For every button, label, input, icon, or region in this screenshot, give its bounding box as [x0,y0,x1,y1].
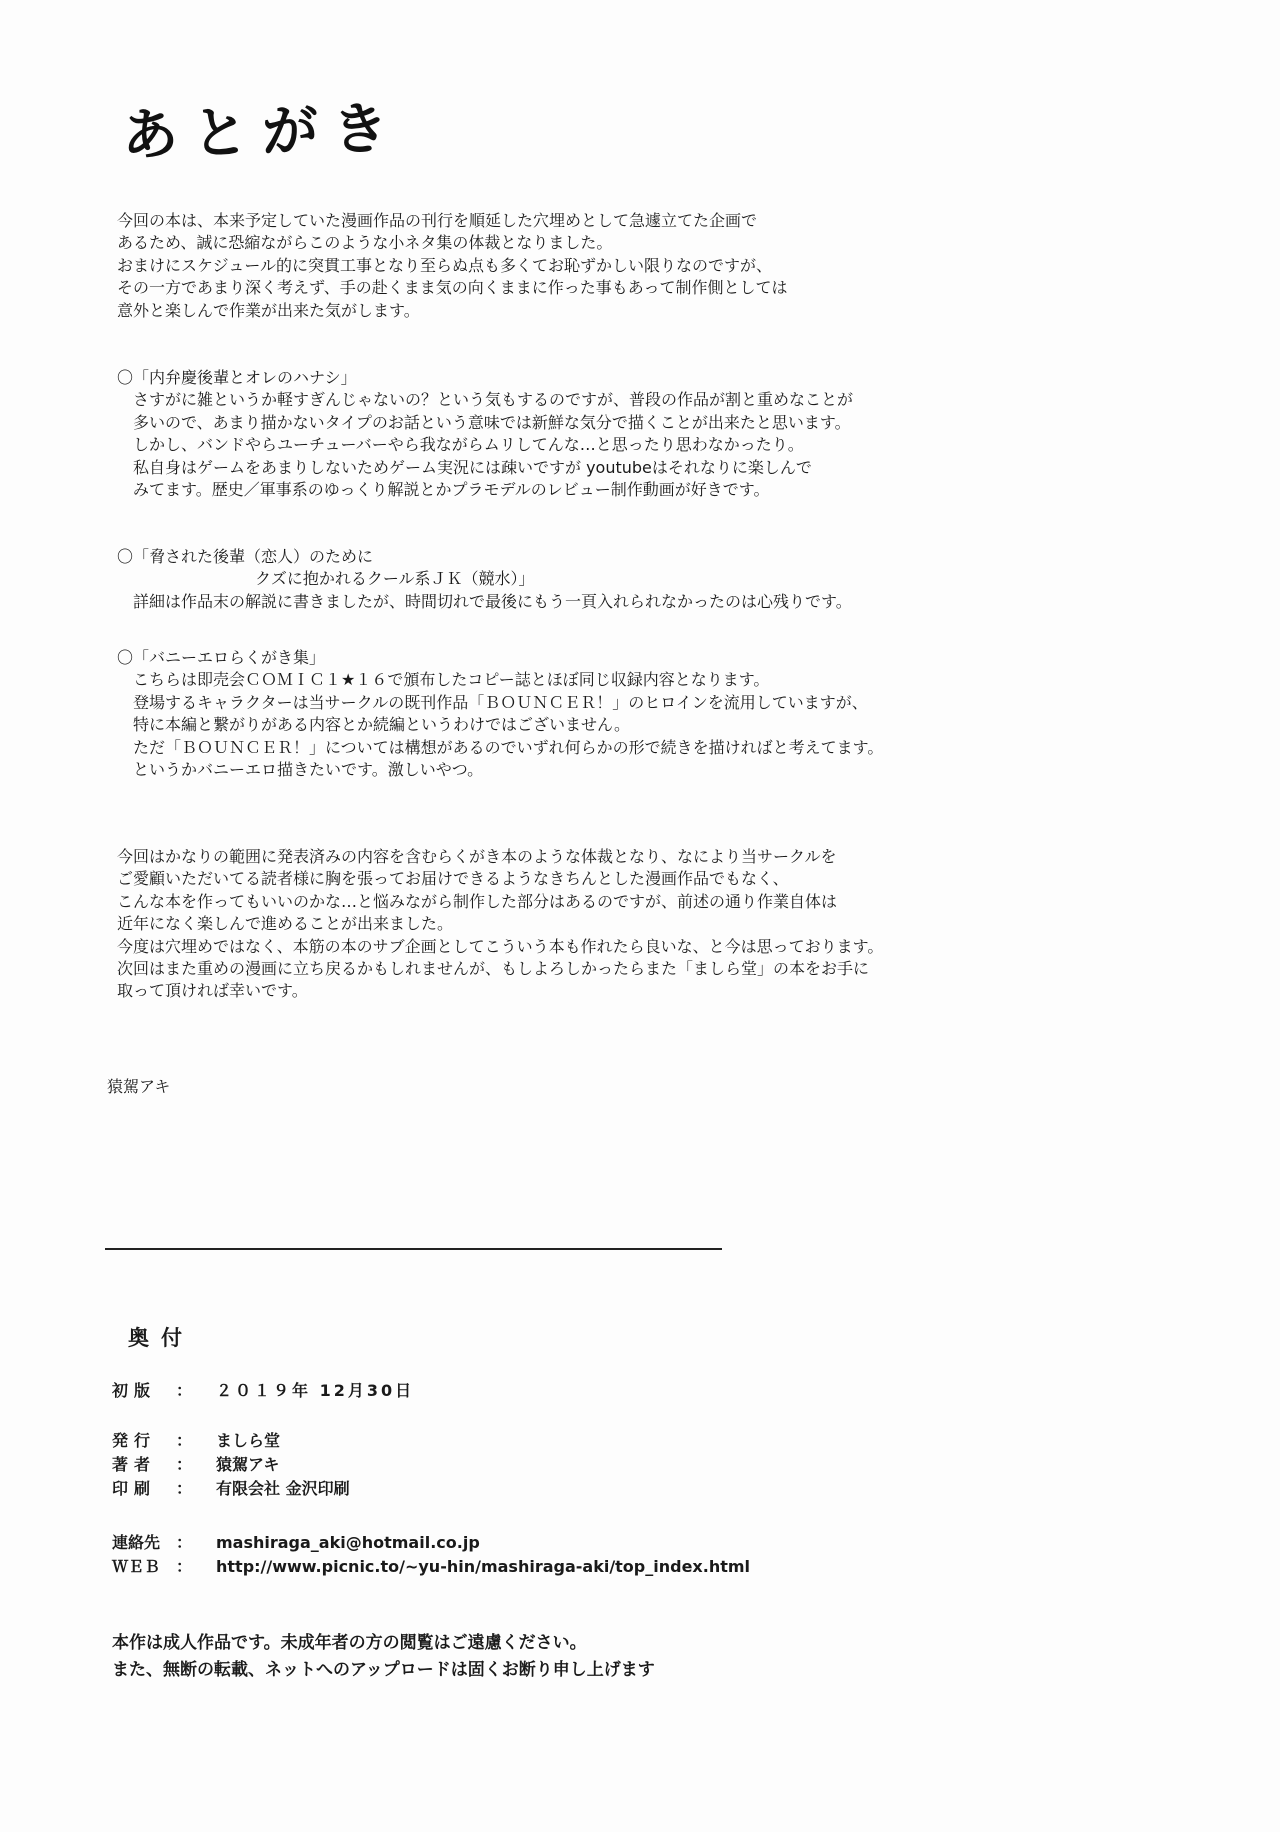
colophon-separator: ： [176,1431,193,1450]
afterword-title: あとがき [121,95,403,169]
colophon-value: ２０１９年 12月30日 [216,1381,415,1400]
closing-line: こんな本を作ってもいいのかな…と悩みながら制作した部分はあるのですが、前述の通り作業自体は [117,891,838,911]
intro-paragraph [117,210,788,322]
contact-email: mashiraga_aki@hotmail.co.jp [216,1533,480,1552]
section-heading: 〇「脅された後輩（恋人）のために [117,547,374,566]
colophon-first-edition [112,1378,414,1402]
colophon-title: 奥付 [128,1326,194,1350]
notice-line: 本作は成人作品です。未成年者の方の閲覧はご遠慮ください。 [112,1633,587,1653]
closing-line: 今度は穴埋めではなく、本筋の本のサブ企画としてこういう本も作れたら良いな、と今は思っております。 [117,936,884,956]
colophon-separator: ： [176,1557,193,1576]
closing-line: ご愛顧いただいてる読者様に胸を張ってお届けできるようなきちんとした漫画作品でもなく、 [117,869,789,889]
closing-line: 今回はかなりの範囲に発表済みの内容を含むらくがき本のような体裁となり、なにより当サークルを [117,847,837,866]
section-bunny [117,647,883,781]
intro-line: おまけにスケジュール的に突貫工事となり至らぬ点も多くてお恥ずかしい限りなのですが、 [117,255,773,275]
colophon-separator: ： [176,1381,193,1400]
section-line: 登場するキャラクターは当サークルの既刊作品「ＢＯＵＮＣＥＲ！」のヒロインを流用していますが、 [133,692,868,712]
closing-line: 近年になく楽しんで進めることが出来ました。 [117,914,454,934]
section-uchibenkei [117,367,853,501]
colophon-separator: ： [176,1479,193,1498]
divider-line [105,1248,722,1250]
colophon-contact [112,1530,750,1578]
intro-line: 今回の本は、本来予定していた漫画作品の刊行を順延した穴埋めとして急遽立てた企画で [117,211,758,230]
intro-line: 意外と楽しんで作業が出来た気がします。 [117,300,420,320]
colophon-row-email [112,1530,750,1554]
notice-line: また、無断の転載、ネットへのアップロードは固くお断り申し上げます [112,1660,655,1680]
section-heading: 〇「内弁慶後輩とオレのハナシ」 [117,368,357,387]
section-line: 私自身はゲームをあまりしないためゲーム実況には疎いですが youtubeはそれなりに楽しんで [133,457,812,477]
colophon-key: 印刷 [112,1479,157,1498]
website-url: http://www.picnic.to/~yu-hin/mashiraga-aki/top_index.html [216,1557,751,1576]
colophon-value: 有限会社 金沢印刷 [216,1479,350,1498]
section-line: ただ「ＢＯＵＮＣＥＲ！」については構想があるのでいずれ何らかの形で続きを描ければと考えてます。 [133,737,884,757]
author-signature: 猿駕アキ [107,1077,171,1096]
colophon-separator: ： [176,1455,193,1474]
colophon-value: 猿駕アキ [216,1455,280,1474]
colophon-publishing [112,1428,350,1500]
section-odosareta [117,546,852,613]
colophon-separator: ： [176,1533,193,1552]
colophon-key: 発行 [112,1431,157,1450]
section-heading-continued: クズに抱かれるクール系ＪＫ（競水）」 [255,569,535,589]
colophon-key: 連絡先 [112,1533,161,1552]
colophon-row-author [112,1452,350,1476]
adult-content-notice [112,1630,655,1684]
section-line: しかし、バンドやらユーチューバーやら我ながらムリしてんな…と思ったり思わなかったり。 [133,435,804,455]
closing-line: 取って頂ければ幸いです。 [117,981,308,1001]
closing-paragraph [117,846,883,1003]
colophon-row-printer [112,1476,350,1500]
section-heading: 〇「バニーエロらくがき集」 [117,648,326,667]
section-line: みてます。歴史／軍事系のゆっくり解説とかプラモデルのレビュー制作動画が好きです。 [133,479,770,499]
section-line: こちらは即売会ＣＯＭＩＣ１★１６で頒布したコピー誌とほぼ同じ収録内容となります。 [133,670,770,690]
closing-line: 次回はまた重めの漫画に立ち戻るかもしれませんが、もしよろしかったらまた「ましら堂」の本をお手に [117,958,870,978]
colophon-row-publisher [112,1428,350,1452]
section-line: というかバニーエロ描きたいです。激しいやつ。 [133,759,484,779]
intro-line: あるため、誠に恐縮ながらこのような小ネタ集の体裁となりました。 [117,233,613,253]
colophon-key: ＷＥＢ [112,1557,161,1576]
colophon-key: 著者 [112,1455,157,1474]
colophon-value: ましら堂 [216,1431,281,1450]
section-line: 詳細は作品末の解説に書きましたが、時間切れで最後にもう一頁入れられなかったのは心残りです。 [133,591,852,611]
intro-line: その一方であまり深く考えず、手の赴くまま気の向くままに作った事もあって制作側としては [117,278,788,298]
section-line: さすがに雑というか軽すぎんじゃないの？という気もするのですが、普段の作品が割と重めなことが [133,390,854,410]
colophon-row-web [112,1554,750,1578]
section-line: 特に本編と繋がりがある内容とか続編というわけではございません。 [133,715,630,735]
colophon-key: 初版 [112,1381,157,1400]
section-line: 多いので、あまり描かないタイプのお話という意味では新鮮な気分で描くことが出来たと思います。 [133,412,851,432]
